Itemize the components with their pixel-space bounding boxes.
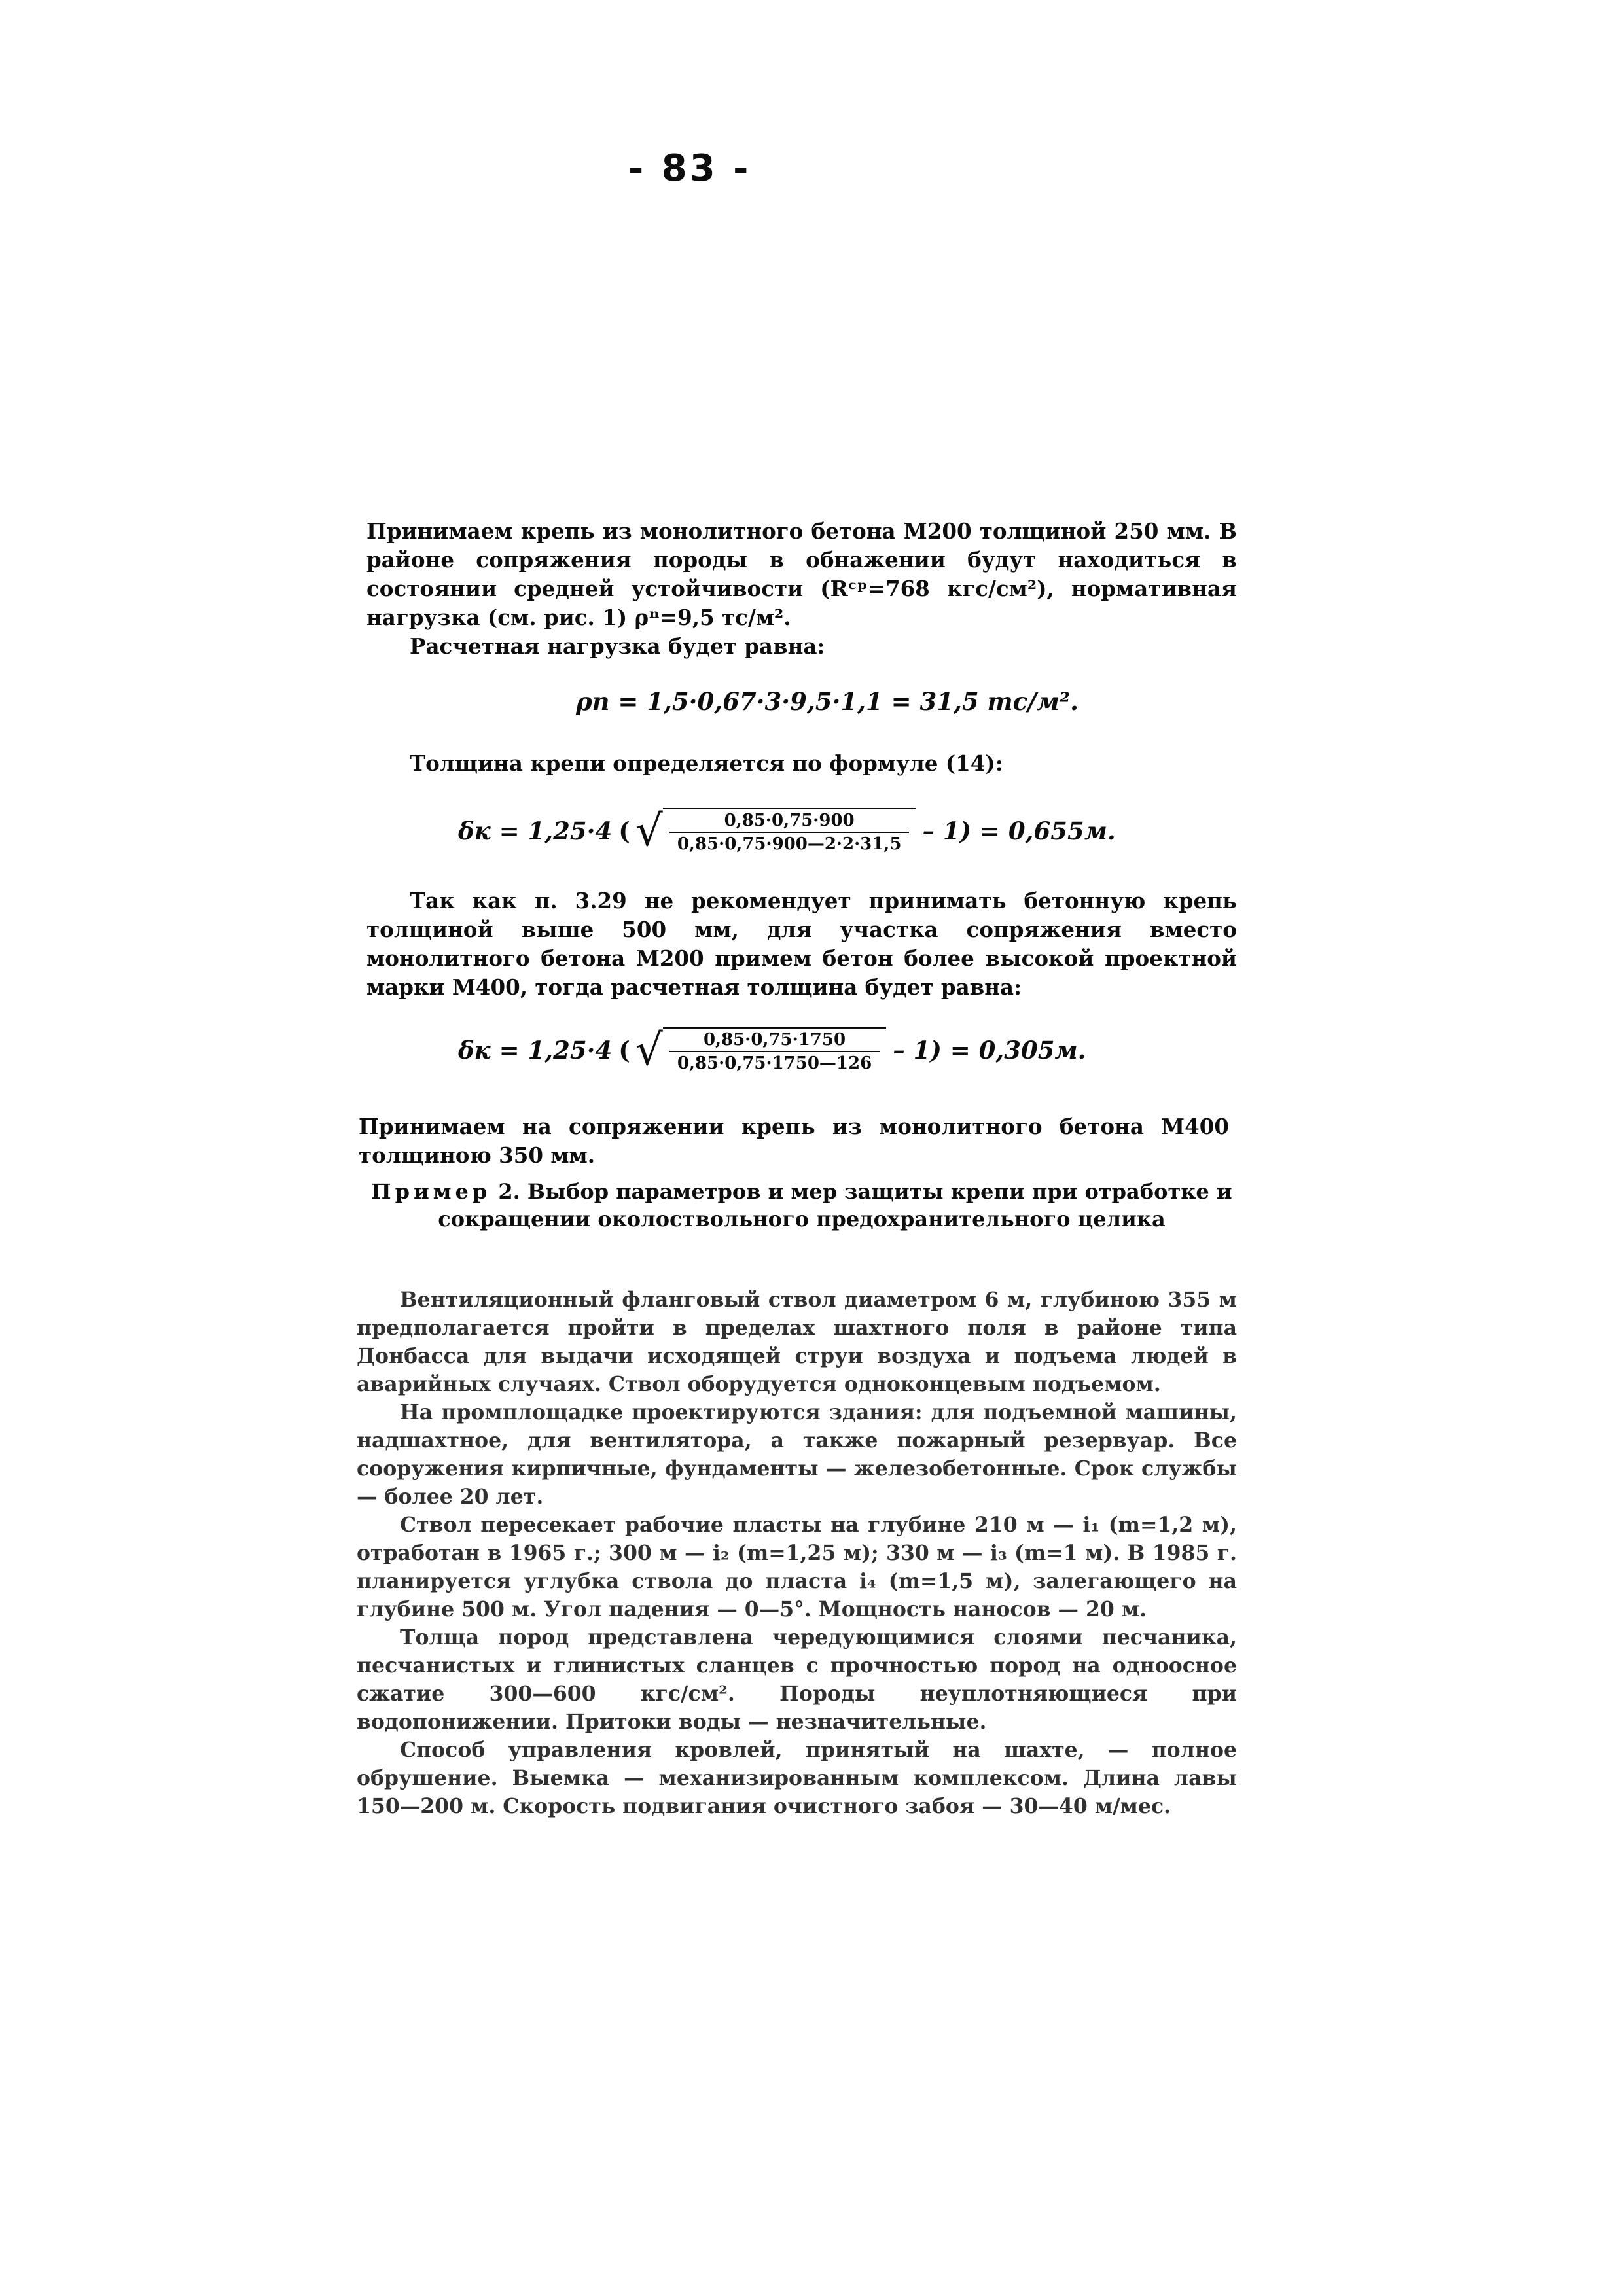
page-number: - 83 -: [628, 147, 751, 190]
fraction-denominator: 0,85·0,75·1750—126: [669, 1051, 880, 1073]
paragraph: Толщина крепи определяется по формуле (14):: [410, 751, 1003, 776]
formula-lhs: δк = 1,25·4: [458, 1036, 613, 1065]
formula-rhs: – 1) = 0,655м.: [922, 817, 1116, 845]
text-block-thickness: [366, 749, 1237, 778]
fraction: [669, 811, 910, 854]
paragraph: Ствол пересекает рабочие пласты на глубине 210 м — i₁ (m=1,2 м), отработан в 1965 г.; 300 м — i₂ (m=1,25 м); 330 м — i₃ (m=1 м). В 1985 г. планируется углубка ствола до пласта i₄ (m=1,5 м), залегающего на глубине 500 м. Угол падения — 0—5°. Мощность наносов — 20 м.: [357, 1513, 1237, 1621]
paragraph: Расчетная нагрузка будет равна:: [410, 633, 825, 659]
paragraph: Принимаем крепь из монолитного бетона М200 толщиной 250 мм. В районе сопряжения породы в обнажении будут находиться в состоянии средней устойчивости (Rᶜᵖ=768 кгс/см²), нормативная нагрузка (см. рис. 1) ρⁿ=9,5 тс/м².: [366, 518, 1237, 630]
example-heading: [366, 1178, 1237, 1233]
paragraph: Вентиляционный фланговый ствол диаметром 6 м, глубиною 355 м предполагается пройти в пределах шахтного поля в районе типа Донбасса для выдачи исходящей струи воздуха и подъема людей в аварийных случаях. Ствол оборудуется одноконцевым подъемом.: [357, 1288, 1237, 1396]
example-label: Пример: [371, 1179, 491, 1204]
paragraph: Принимаем на сопряжении крепь из монолитного бетона М400 толщиною 350 мм.: [359, 1114, 1229, 1168]
formula-lhs: δк = 1,25·4: [458, 817, 613, 845]
formula-thickness-m200: [458, 805, 1116, 856]
radicand: [663, 808, 916, 854]
text-block-m400: [366, 887, 1237, 1002]
text-block-accept: [359, 1112, 1229, 1170]
sqrt-icon: √: [635, 1025, 663, 1075]
example-title: 2. Выбор параметров и мер защиты крепи при отработке и сокращении околоствольного предохранительного целика: [438, 1179, 1232, 1231]
fraction-numerator: 0,85·0,75·1750: [703, 1030, 846, 1050]
paragraph: Так как п. 3.29 не рекомендует принимать бетонную крепь толщиной выше 500 мм, для участка сопряжения вместо монолитного бетона М200 примем бетон более высокой проектной марки М400, тогда расчетная толщина будет равна:: [366, 888, 1237, 1000]
formula-thickness-m400: [458, 1027, 1086, 1073]
open-paren: (: [618, 817, 630, 845]
open-paren: (: [618, 1036, 630, 1065]
paragraph: На промплощадке проектируются здания: для подъемной машины, надшахтное, для вентилятора, а также пожарный резервуар. Все сооружения кирпичные, фундаменты — железобетонные. Срок службы — более 20 лет.: [357, 1400, 1237, 1509]
formula-rhs: – 1) = 0,305м.: [893, 1036, 1086, 1065]
text-block-intro: [366, 517, 1237, 661]
fraction-numerator: 0,85·0,75·900: [724, 811, 855, 830]
fraction-denominator: 0,85·0,75·900—2·2·31,5: [669, 832, 910, 854]
paragraph: Способ управления кровлей, принятый на шахте, — полное обрушение. Выемка — механизированным комплексом. Длина лавы 150—200 м. Скорость подвигания очистного забоя — 30—40 м/мес.: [357, 1738, 1237, 1818]
paragraph: Толща пород представлена чередующимися слоями песчаника, песчанистых и глинистых сланцев с прочностью пород на одноосное сжатие 300—600 кгс/см². Породы неуплотняющиеся при водопонижении. Притоки воды — незначительные.: [357, 1625, 1237, 1734]
radicand: [663, 1027, 886, 1073]
sqrt-icon: √: [635, 805, 663, 856]
fraction: [669, 1030, 880, 1073]
formula-design-load: ρп = 1,5·0,67·3·9,5·1,1 = 31,5 тс/м².: [576, 687, 1079, 716]
text-block-example: [357, 1286, 1237, 1820]
